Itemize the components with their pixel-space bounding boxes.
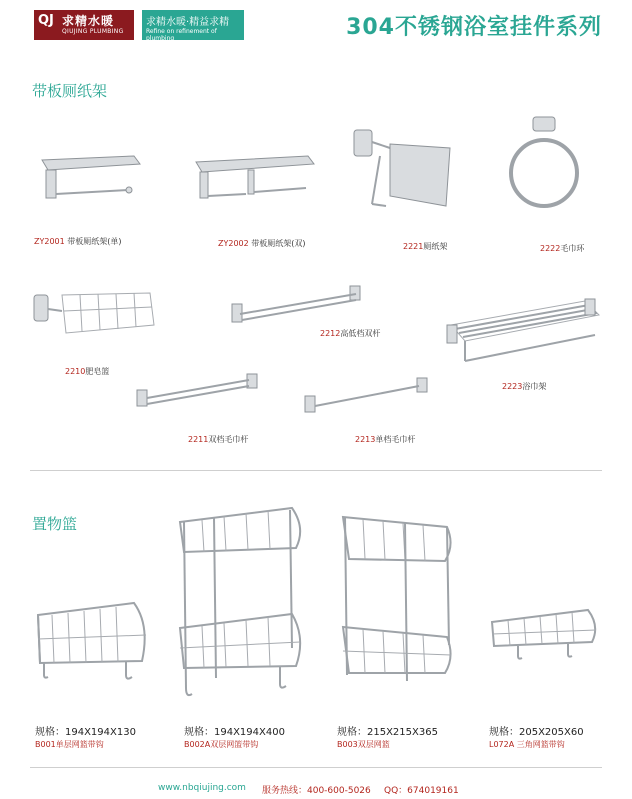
item-code: 2212	[320, 329, 341, 338]
product-image-zy2002	[188, 150, 318, 210]
spec-b001: 规格：194X194X130	[35, 727, 136, 738]
caption-2221	[403, 241, 447, 252]
item-name: 双档毛巾杆	[208, 435, 249, 444]
product-image-2222	[505, 115, 585, 215]
footer-qq: QQ：674019161	[384, 786, 459, 796]
slogan: 求精水暖·精益求精	[146, 17, 230, 28]
footer-hotline: 服务热线：400-600-5026	[262, 786, 371, 796]
item-name: 单档毛巾杆	[375, 435, 416, 444]
spec-b002a: 规格：194X194X400	[184, 727, 285, 738]
footer-website[interactable]: www.nbqiujing.com	[158, 783, 246, 793]
item-code: 2221	[403, 242, 424, 251]
model-b002a: B002A双层网篮带钩	[184, 740, 259, 749]
section-divider	[30, 470, 602, 471]
section-title-baskets: 置物篮	[32, 515, 78, 533]
item-name: 带板厕纸架(单)	[64, 237, 122, 246]
product-image-2212	[230, 280, 370, 330]
item-code: 2213	[355, 435, 376, 444]
model-b001: B001单层网篮带钩	[35, 740, 104, 749]
product-image-b002a	[172, 498, 312, 708]
product-image-l072a	[488, 600, 603, 665]
caption-2212	[320, 328, 380, 339]
model-b003: B003双层网篮	[337, 740, 390, 749]
caption-2211	[188, 434, 248, 445]
brand-name: 求精水暖	[62, 14, 115, 28]
caption-2223	[502, 381, 546, 392]
caption-2213	[355, 434, 415, 445]
item-code: 2210	[65, 367, 86, 376]
product-image-b003	[335, 505, 460, 695]
item-code: 2223	[502, 382, 523, 391]
item-name: 高低档双杆	[340, 329, 381, 338]
slogan-box	[142, 10, 244, 40]
caption-zy2001	[34, 236, 122, 247]
spec-b003: 规格：215X215X365	[337, 727, 438, 738]
product-image-b001	[30, 595, 160, 690]
caption-2222	[540, 243, 584, 254]
item-code: ZY2002	[218, 239, 249, 248]
item-name: 毛巾环	[560, 244, 585, 253]
section-title-paper-holders: 带板厕纸架	[32, 82, 108, 100]
caption-zy2002	[218, 238, 306, 249]
product-image-2223	[445, 295, 605, 370]
item-code: 2211	[188, 435, 209, 444]
slogan-subtitle: Refine on refinement of plumbing	[146, 28, 217, 42]
logo-mark: QJ	[38, 13, 54, 28]
item-code: 2222	[540, 244, 561, 253]
item-name: 厕纸架	[423, 242, 448, 251]
footer-divider	[30, 767, 602, 768]
spec-l072a: 规格：205X205X60	[489, 727, 584, 738]
product-image-2210	[30, 285, 170, 345]
brand-logo	[34, 10, 134, 40]
product-image-2213	[303, 376, 433, 416]
brand-subtitle: QIUJING PLUMBING	[62, 28, 124, 35]
item-code: ZY2001	[34, 237, 65, 246]
product-image-2211	[135, 372, 265, 412]
product-image-2221	[350, 126, 460, 216]
item-name: 浴巾架	[522, 382, 547, 391]
model-l072a: L072A 三角网篮带钩	[489, 740, 565, 749]
caption-2210	[65, 366, 109, 377]
item-name: 带板厕纸架(双)	[248, 239, 306, 248]
page-title: 304不锈钢浴室挂件系列	[346, 15, 602, 40]
item-name: 肥皂篮	[85, 367, 110, 376]
product-image-zy2001	[34, 150, 144, 210]
